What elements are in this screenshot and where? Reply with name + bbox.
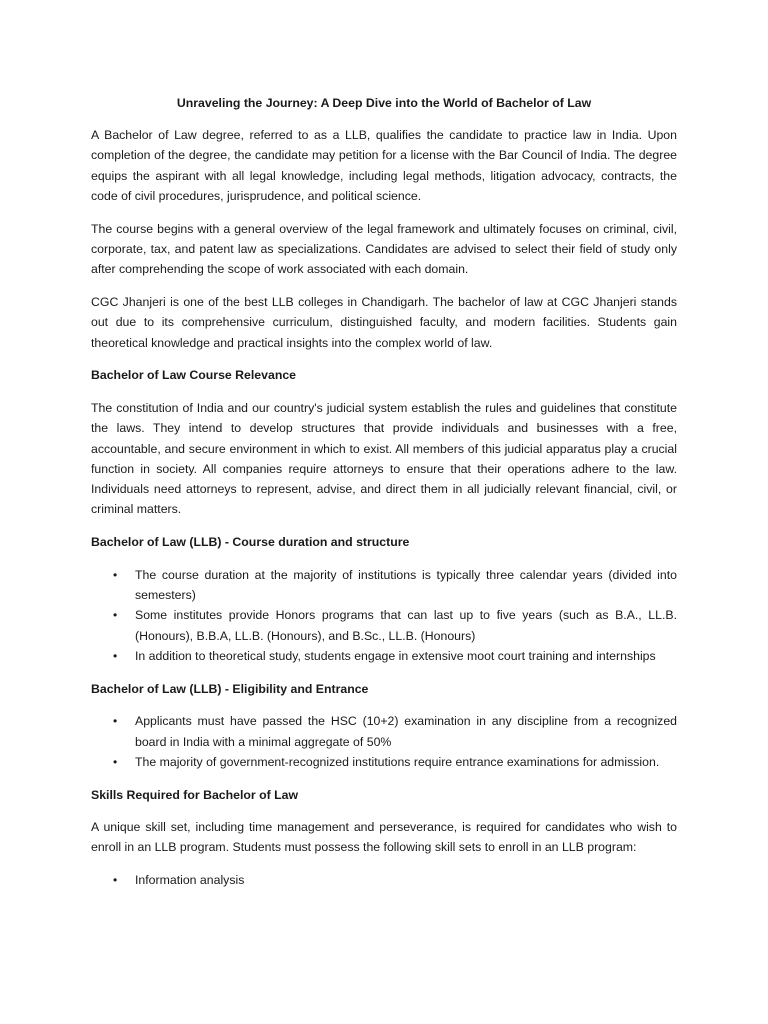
document-title: Unraveling the Journey: A Deep Dive into the World of Bachelor of Law xyxy=(176,96,592,110)
duration-heading: Bachelor of Law (LLB) - Course duration and structure xyxy=(91,535,410,550)
list-item xyxy=(91,565,677,606)
skills-list xyxy=(91,870,677,890)
bullet-icon: • xyxy=(113,873,118,888)
skills-paragraph: A unique skill set, including time management and perseverance, is required for candidates who wish to enroll in an LLB program. Students must possess the following skill sets to enroll in an LLB program: xyxy=(91,820,677,855)
duration-list xyxy=(91,565,677,666)
bullet-icon: • xyxy=(113,567,118,582)
list-item-text: The majority of government-recognized institutions require entrance examinations for admission. xyxy=(135,754,660,769)
bullet-icon: • xyxy=(113,714,118,729)
cgc-paragraph: CGC Jhanjeri is one of the best LLB colleges in Chandigarh. The bachelor of law at CGC Jhanjeri stands out due to its comprehensive curriculum, distinguished faculty, and modern facilities. Students gain theoretical knowledge and practical insights into the complex world of law. xyxy=(91,295,677,350)
list-item xyxy=(91,711,677,752)
list-item xyxy=(91,605,677,646)
bullet-icon: • xyxy=(113,608,118,623)
list-item xyxy=(91,870,677,890)
bullet-icon: • xyxy=(113,648,118,663)
list-item-text: Information analysis xyxy=(135,873,245,888)
list-item-text: Some institutes provide Honors programs that can last up to five years (such as B.A., LL.B. (Honours), B.B.A, LL.B. (Honours), and B.Sc., LL.B. (Honours) xyxy=(135,608,677,643)
list-item xyxy=(91,646,677,666)
eligibility-heading: Bachelor of Law (LLB) - Eligibility and Entrance xyxy=(91,681,369,696)
list-item-text: The course duration at the majority of institutions is typically three calendar years (divided into semesters) xyxy=(135,567,677,603)
skills-heading: Skills Required for Bachelor of Law xyxy=(91,787,299,802)
intro-paragraph: A Bachelor of Law degree, referred to as a LLB, qualifies the candidate to practice law in India. Upon completion of the degree, the candidate may petition for a license with the Bar Council of India. The degree equips the aspirant with all legal knowledge, including legal methods, litigation advocacy, contracts, the code of civil procedures, jurisprudence, and political science. xyxy=(91,128,677,203)
eligibility-list xyxy=(91,711,677,772)
course-overview-paragraph: The course begins with a general overview of the legal framework and ultimately focuses on criminal, civil, corporate, tax, and patent law as specializations. Candidates are advised to select their field of study only after comprehending the scope of work associated with each domain. xyxy=(91,221,677,277)
bullet-icon: • xyxy=(113,754,118,769)
list-item xyxy=(91,752,677,772)
list-item-text: Applicants must have passed the HSC (10+2) examination in any discipline from a recognized board in India with a minimal aggregate of 50% xyxy=(135,714,677,749)
relevance-heading: Bachelor of Law Course Relevance xyxy=(91,368,297,383)
list-item-text: In addition to theoretical study, students engage in extensive moot court training and internships xyxy=(135,648,656,663)
relevance-paragraph: The constitution of India and our country's judicial system establish the rules and guidelines that constitute the laws. They intend to develop structures that provide individuals and businesses with a free, accountable, and secure environment in which to exist. All members of this judicial apparatus play a crucial function in society. All companies require attorneys to ensure that their operations adhere to the law. Individuals need attorneys to represent, advise, and direct them in all judicially relevant financial, civil, or criminal matters. xyxy=(91,400,677,517)
